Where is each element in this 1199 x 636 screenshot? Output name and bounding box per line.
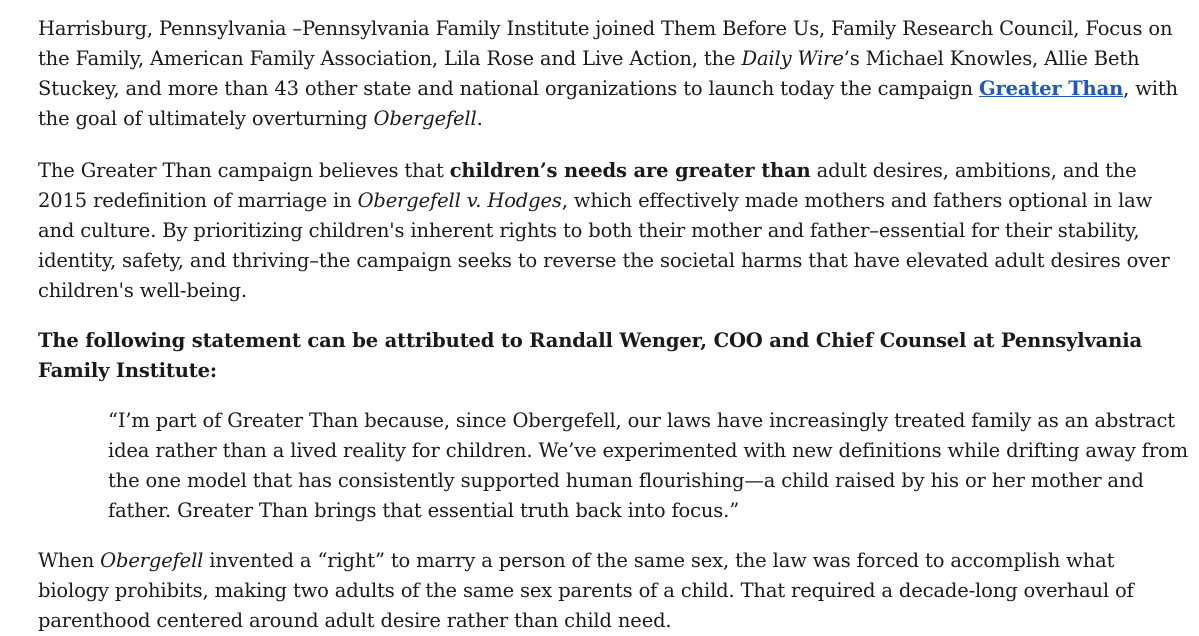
intro-italic-obergefell: Obergefell	[373, 107, 477, 130]
campaign-text-1: The Greater Than campaign believes that	[38, 159, 450, 182]
intro-italic-daily-wire: Daily Wire	[741, 47, 844, 70]
closing-italic-obergefell: Obergefell	[100, 549, 204, 572]
closing-text-2: invented a “right” to marry a person of the same sex, the law was forced to accomplish what biology prohibits, making two adults of the same sex parents of a child. That required a decade-long overhaul of parenthood centered around adult desire rather than child need.	[38, 549, 1134, 632]
intro-text-1: Harrisburg, Pennsylvania –Pennsylvania Family Institute joined Them Before Us, Family Research Council, Focus on the Family, American Family Association, Lila Rose and Live Action, the	[38, 17, 1173, 70]
campaign-italic-case: Obergefell v. Hodges	[357, 189, 562, 212]
article-body	[38, 14, 1188, 636]
intro-text-3: , with the goal of ultimately overturning	[38, 77, 1178, 130]
campaign-text-2: adult desires, ambitions, and the 2015 redefinition of marriage in	[38, 159, 1137, 212]
blockquote: “I’m part of Greater Than because, since Obergefell, our laws have increasingly treated family as an abstract idea rather than a lived reality for children. We’ve experimented with new definitions while drifting away from the one model that has consistently supported human flourishing—a child raised by his or her mother and father. Greater Than brings that essential truth back into focus.”	[108, 409, 1188, 522]
intro-paragraph	[38, 14, 1188, 134]
campaign-bold-phrase: children’s needs are greater than	[449, 159, 811, 182]
campaign-text-3: , which effectively made mothers and fathers optional in law and culture. By prioritizing children's inherent rights to both their mother and father–essential for their stability, identity, safety, and thriving–the campaign seeks to reverse the societal harms that have elevated adult desires over children's well-being.	[38, 189, 1170, 302]
intro-text-2: ’s Michael Knowles, Allie Beth Stuckey, and more than 43 other state and national organizations to launch today the campaign	[38, 47, 1140, 100]
closing-text-1: When	[38, 549, 101, 572]
closing-paragraph	[38, 546, 1188, 636]
intro-text-4: .	[476, 107, 483, 130]
greater-than-link[interactable]: Greater Than	[978, 77, 1124, 100]
attribution-heading: The following statement can be attributed to Randall Wenger, COO and Chief Counsel at Pennsylvania Family Institute:	[38, 329, 1142, 382]
campaign-paragraph	[38, 156, 1188, 306]
